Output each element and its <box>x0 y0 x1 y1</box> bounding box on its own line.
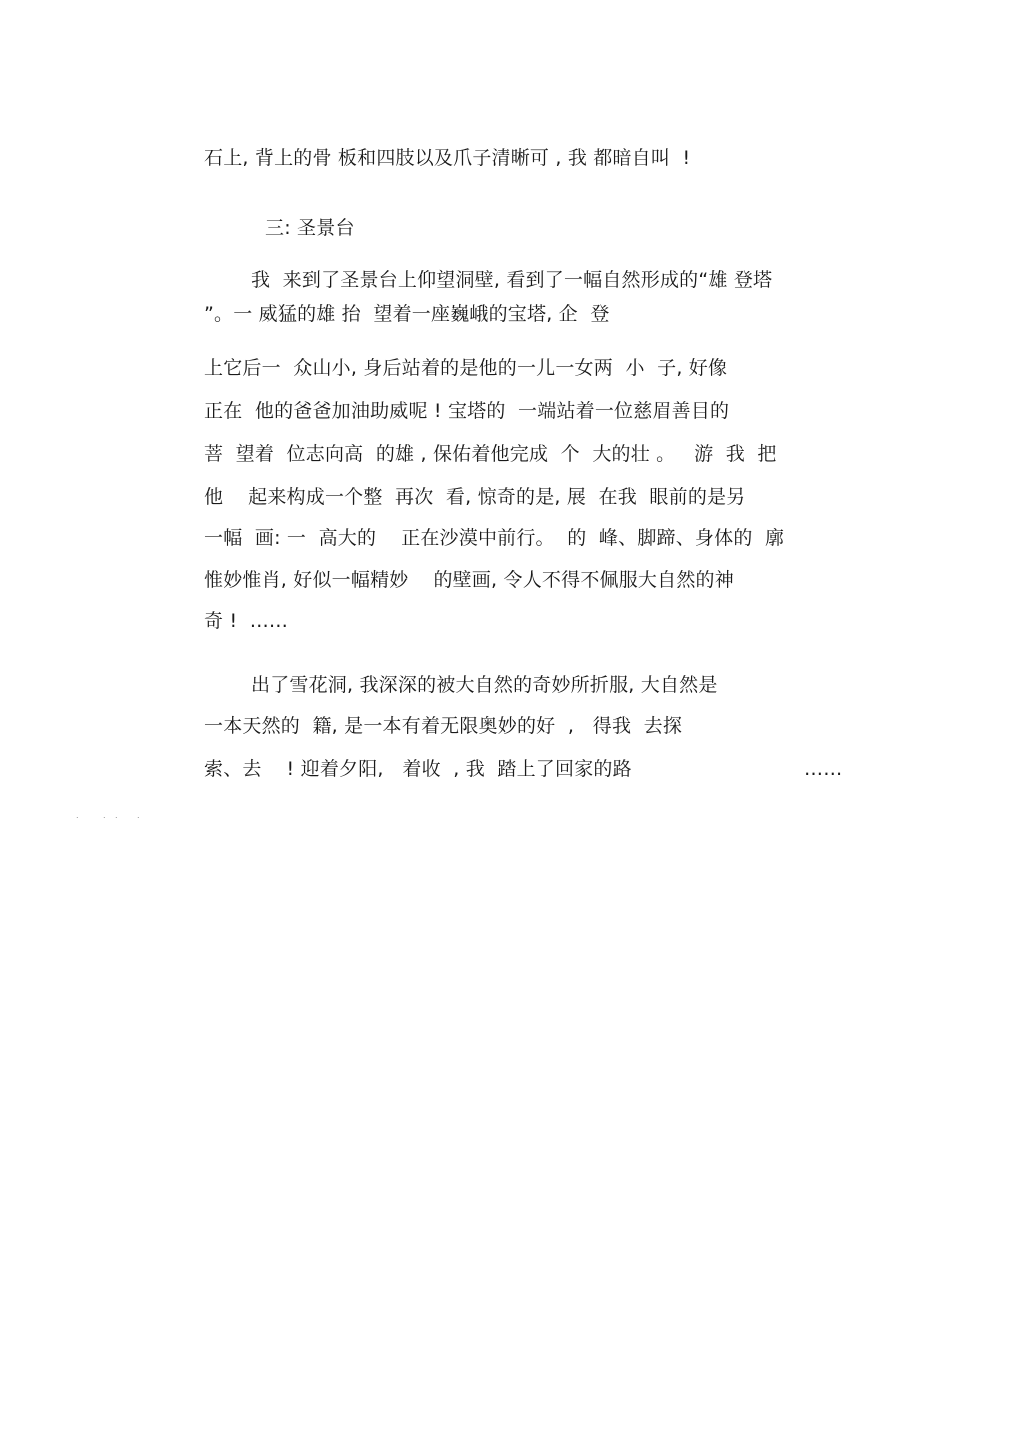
paragraph-line: 上它后一 众山小, 身后站着的是他的一儿一女两 小 子, 好像 <box>204 357 728 379</box>
paragraph-line: 出了雪花洞, 我深深的被大自然的奇妙所折服, 大自然是 <box>251 674 718 696</box>
section-heading: 三: 圣景台 <box>265 217 355 239</box>
fragment-line: 石上, 背上的骨 板和四肢以及爪子清晰可 , 我 都暗自叫 ! <box>204 147 691 169</box>
paragraph-line: 惟妙惟肖, 好似一幅精妙 的壁画, 令人不得不佩服大自然的神 <box>204 569 734 591</box>
paragraph-line: 索、去 ! 迎着夕阳, 着收 , 我 踏上了回家的路 <box>204 758 632 780</box>
paragraph-line: 我 来到了圣景台上仰望洞壁, 看到了一幅自然形成的“雄 登塔 <box>251 269 773 291</box>
paragraph-line: 奇 ! …… <box>204 610 289 632</box>
paragraph-line: 一本天然的 籍, 是一本有着无限奥妙的好 , 得我 去探 <box>204 715 683 737</box>
scan-speck: . <box>137 811 140 820</box>
paragraph-line: 菩 望着 位志向高 的雄 , 保佑着他完成 个 大的壮 。 游 我 把 <box>204 443 777 465</box>
scan-speck: . <box>115 811 118 820</box>
paragraph-line: ”。一 威猛的雄 抬 望着一座巍峨的宝塔, 企 登 <box>204 303 610 325</box>
paragraph-line: 正在 他的爸爸加油助威呢 ! 宝塔的 一端站着一位慈眉善目的 <box>204 400 730 422</box>
scan-speck: . <box>103 811 106 820</box>
paragraph-line: 他 起来构成一个整 再次 看, 惊奇的是, 展 在我 眼前的是另 <box>204 486 746 508</box>
paragraph-line: 一幅 画: 一 高大的 正在沙漠中前行。 的 峰、脚蹄、身体的 廓 <box>204 527 785 549</box>
trailing-ellipsis: …… <box>804 758 843 780</box>
scan-speck: . <box>76 811 79 820</box>
